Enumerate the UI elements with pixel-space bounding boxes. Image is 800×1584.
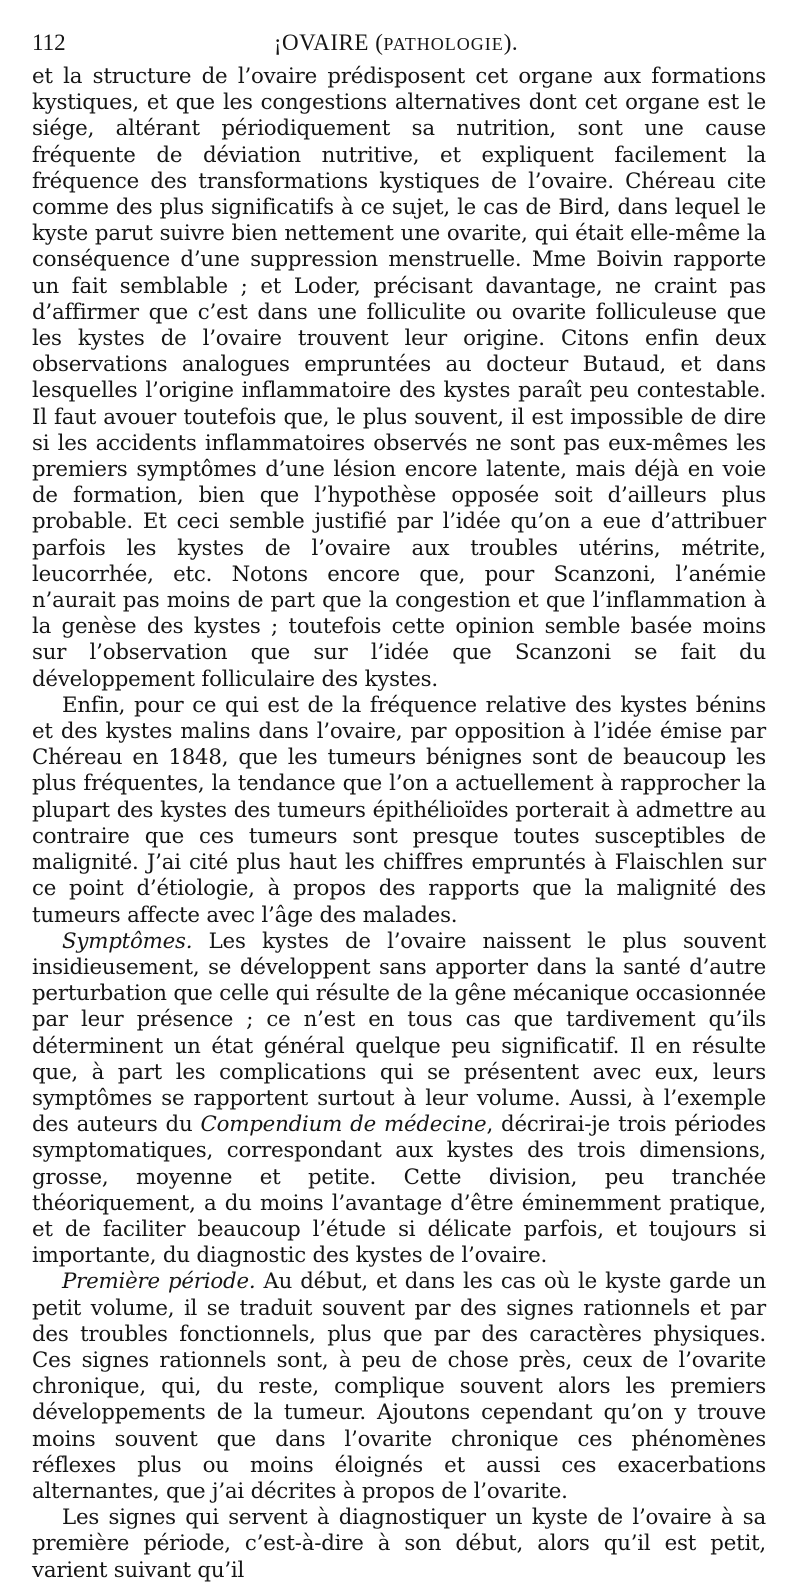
- first-period-heading: Première période.: [62, 1269, 256, 1295]
- running-title-end: ).: [503, 30, 519, 55]
- first-period-text: Au début, et dans les cas où le kyste garde un petit volume, il se traduit souvent par des signes rationnels et par des troubles fonctionnels, plus que par des caractères physiques. Ces signes rationnels sont, à peu de chose près, ceux de l’ovarite chronique, qui, du reste, complique souvent alors les premiers développements de la tumeur. Ajoutons cependant qu’on y trouve moins souvent que dans l’ovarite chronique ces phénomènes réflexes plus ou moins éloignés et aussi ces exacerbations alternantes, que j’ai décrites à propos de l’ovarite.: [32, 1269, 766, 1504]
- symptoms-heading: Symptômes.: [62, 928, 193, 954]
- running-title: [32, 26, 760, 61]
- paragraph-etiology-continued: et la structure de l’ovaire prédisposent cet organe aux formations kystiques, et que les congestions alternatives dont cet organe est le siége, altérant périodiquement sa nutrition, sont une cause fréquente de déviation nutritive, et expliquent facilement la fréquence des transformations kystiques de l’ovaire. Chéreau cite comme des plus significatifs à ce sujet, le cas de Bird, dans lequel le kyste parut suivre bien nettement une ovarite, qui était elle-même la conséquence d’une suppression menstruelle. Mme Boivin rapporte un fait semblable ; et Loder, précisant davantage, ne craint pas d’affirmer que c’est dans une folliculite ou ovarite folliculeuse que les kystes de l’ovaire trouvent leur origine. Citons enfin deux observations analogues empruntées au docteur Butaud, et dans lesquelles l’origine inflammatoire des kystes paraît peu contestable. Il faut avouer toutefois que, le plus souvent, il est impossible de dire si les accidents inflammatoires observés ne sont pas eux-mêmes les premiers symptômes d’une lésion encore latente, mais déjà en voie de formation, bien que l’hypothèse opposée soit d’ailleurs plus probable. Et ceci semble justifié par l’idée qu’on a eue d’attribuer parfois les kystes de l’ovaire aux troubles utérins, métrite, leucorrhée, etc. Notons encore que, pour Scanzoni, l’anémie n’aurait pas moins de part que la congestion et que l’inflammation à la genèse des kystes ; toutefois cette opinion semble basée moins sur l’observation que sur l’idée que Scanzoni se fait du développement folliculaire des kystes.: [32, 64, 766, 692]
- running-header: [32, 26, 760, 60]
- symptoms-text-1: Les kystes de l’ovaire naissent le plus souvent insidieusement, se développent sans apporter dans la santé d’autre perturbation que celle qui résulte de la gêne mécanique occasionnée par leur présence ; ce n’est en tous cas que tardivement qu’ils déterminent un état général quelque peu significatif. Il en résulte que, à part les complications qui se présentent avec eux, leurs symptômes se rapportent surtout à leur volume. Aussi, à l’exemple des auteurs du: [32, 928, 766, 1138]
- page-number: 112: [32, 30, 66, 55]
- running-title-main: ¡OVAIRE (: [273, 30, 384, 55]
- paragraph-frequency: Enfin, pour ce qui est de la fréquence relative des kystes bénins et des kystes malins dans l’ovaire, par opposition à l’idée émise par Chéreau en 1848, que les tumeurs bénignes sont de beaucoup les plus fréquentes, la tendance que l’on a actuellement à rapprocher la plupart des kystes des tumeurs épithélioïdes porterait à admettre au contraire que ces tumeurs sont presque toutes susceptibles de malignité. J’ai cité plus haut les chiffres empruntés à Flaischlen sur ce point d’étiologie, à propos des rapports que la malignité des tumeurs affecte avec l’âge des malades.: [32, 692, 766, 928]
- body-text: [32, 64, 766, 1584]
- symptoms-text-2: , décrirai-je trois périodes symptomatiques, correspondant aux kystes des trois dimensions, grosse, moyenne et petite. Cette division, peu tranchée théoriquement, a du moins l’avantage d’être éminemment pratique, et de faciliter beaucoup l’étude si délicate parfois, et toujours si importante, du diagnostic des kystes de l’ovaire.: [32, 1112, 766, 1269]
- paragraph-symptoms: [32, 929, 766, 1270]
- running-title-subtitle: PATHOLOGIE: [383, 34, 504, 54]
- paragraph-diagnosis-signs: Les signes qui servent à diagnostiquer un kyste de l’ovaire à sa première période, c’est-à-dire à son début, alors qu’il est petit, varient suivant qu’il: [32, 1505, 766, 1583]
- compendium-title: Compendium de médecine: [200, 1112, 487, 1138]
